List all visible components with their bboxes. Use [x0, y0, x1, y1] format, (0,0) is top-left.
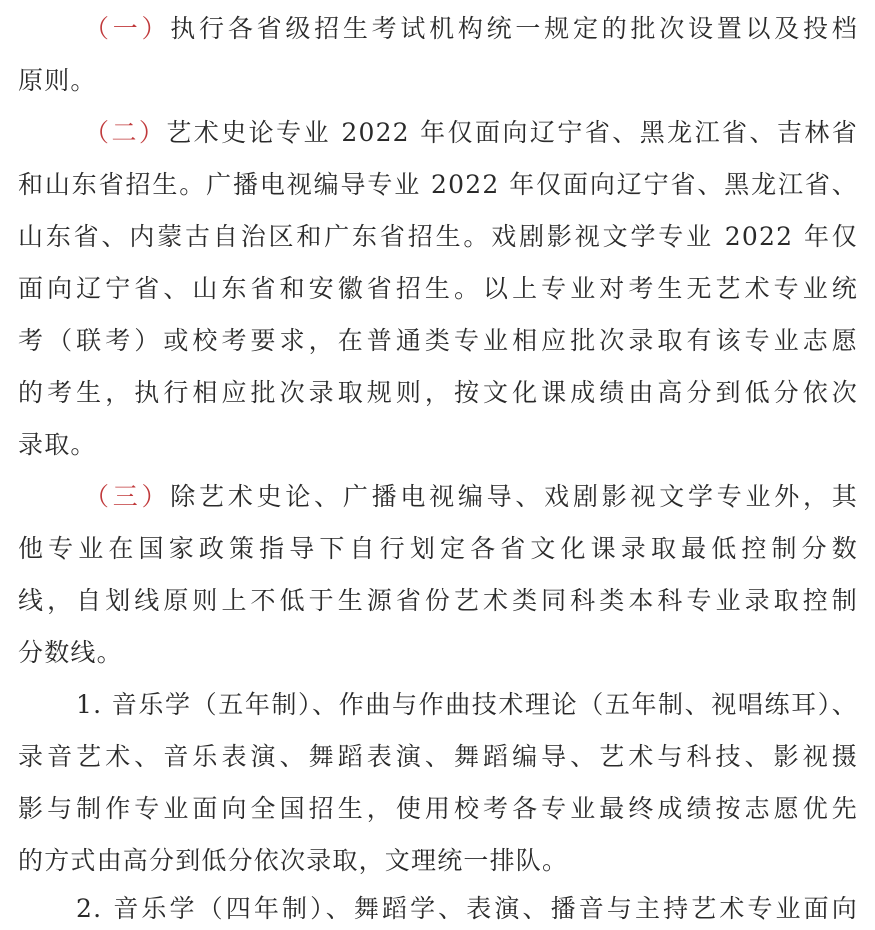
paragraph-text: 的方式由高分到低分依次录取，文理统一排队。 — [18, 846, 569, 875]
paragraph-text: 艺术史论专业 2022 年仅面向辽宁省、黑龙江省、吉林省 — [166, 118, 858, 147]
paragraph-line — [18, 220, 858, 254]
paragraph-line — [18, 636, 858, 670]
paragraph-line — [18, 272, 858, 306]
paragraph-line — [18, 740, 858, 774]
paragraph-text: 1. 音乐学（五年制）、作曲与作曲技术理论（五年制、视唱练耳）、 — [76, 690, 858, 719]
paragraph-text: 面向辽宁省、山东省和安徽省招生。以上专业对考生无艺术专业统 — [18, 274, 858, 303]
paragraph-line — [18, 324, 858, 358]
paragraph-line — [84, 480, 858, 514]
paragraph-line — [18, 584, 858, 618]
paragraph-line — [18, 428, 858, 462]
paragraph-text: 除艺术史论、广播电视编导、戏剧影视文学专业外，其 — [170, 482, 858, 511]
paragraph-line — [18, 532, 858, 566]
paragraph-text: 录取。 — [18, 430, 97, 459]
paragraph-line — [18, 792, 858, 826]
paragraph-text: 和山东省招生。广播电视编导专业 2022 年仅面向辽宁省、黑龙江省、 — [18, 170, 858, 199]
section-marker: （二） — [84, 118, 167, 147]
paragraph-text: 山东省、内蒙古自治区和广东省招生。戏剧影视文学专业 2022 年仅 — [18, 222, 858, 251]
section-marker: （一） — [84, 14, 171, 43]
paragraph-text: 的考生，执行相应批次录取规则，按文化课成绩由高分到低分依次 — [18, 378, 858, 407]
paragraph-line — [18, 844, 858, 878]
paragraph-text: 执行各省级招生考试机构统一规定的批次设置以及投档 — [170, 14, 858, 43]
paragraph-line — [18, 64, 858, 98]
paragraph-text: 2. 音乐学（四年制）、舞蹈学、表演、播音与主持艺术专业面向 — [76, 894, 858, 923]
paragraph-text: 考（联考）或校考要求，在普通类专业相应批次录取有该专业志愿 — [18, 326, 858, 355]
paragraph-text: 线，自划线原则上不低于生源省份艺术类同科类本科专业录取控制 — [18, 586, 858, 615]
paragraph-text: 原则。 — [18, 66, 97, 95]
section-marker: （三） — [84, 482, 171, 511]
paragraph-line — [76, 892, 858, 926]
paragraph-text: 分数线。 — [18, 638, 123, 667]
paragraph-line — [76, 688, 858, 722]
paragraph-text: 录音艺术、音乐表演、舞蹈表演、舞蹈编导、艺术与科技、影视摄 — [18, 742, 858, 771]
paragraph-line — [84, 116, 858, 150]
paragraph-text: 他专业在国家政策指导下自行划定各省文化课录取最低控制分数 — [18, 534, 858, 563]
paragraph-line — [84, 12, 858, 46]
paragraph-line — [18, 376, 858, 410]
paragraph-text: 影与制作专业面向全国招生，使用校考各专业最终成绩按志愿优先 — [18, 794, 858, 823]
paragraph-line — [18, 168, 858, 202]
